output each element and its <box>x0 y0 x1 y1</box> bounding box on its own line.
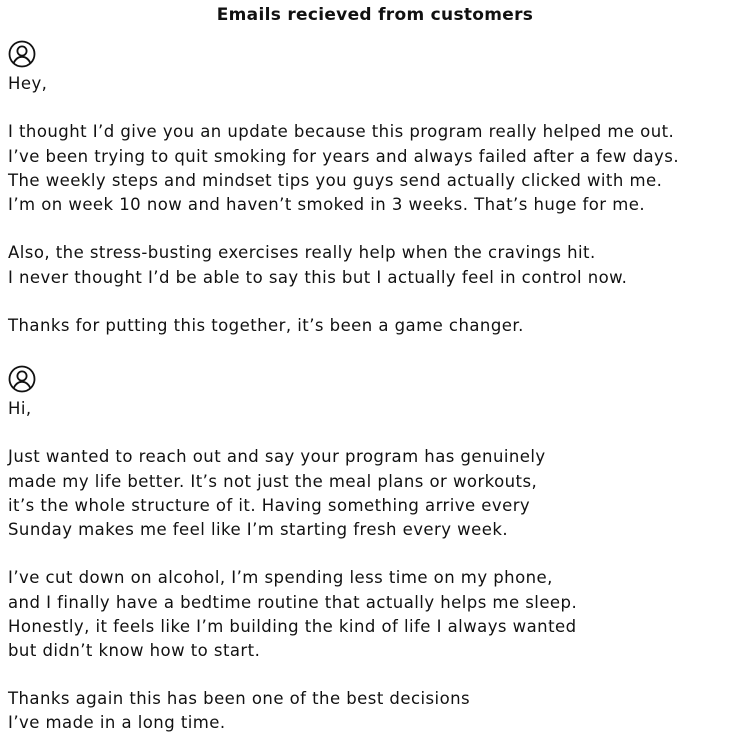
email-2-line-10: but didn’t know how to start. <box>8 640 261 660</box>
email-1-line-4: The weekly steps and mindset tips you guys send actually clicked with me. <box>8 170 663 190</box>
email-2-line-6 <box>8 542 746 566</box>
email-1-signoff: Thanks for putting this together, it’s been a game changer. <box>8 315 524 335</box>
email-body-1 <box>8 72 746 338</box>
email-1-line-7: Also, the stress-busting exercises really help when the cravings hit. <box>8 243 596 263</box>
email-2-line-2: Just wanted to reach out and say your program has genuinely <box>8 447 546 467</box>
email-2-line-11 <box>8 663 746 687</box>
email-1-line-3: I’ve been trying to quit smoking for years and always failed after a few days. <box>8 146 680 166</box>
user-circle-icon <box>8 40 36 68</box>
email-1-line-9 <box>8 290 746 314</box>
email-2-line-8: and I finally have a bedtime routine that actually helps me sleep. <box>8 592 578 612</box>
email-2-line-3: made my life better. It’s not just the meal plans or workouts, <box>8 471 538 491</box>
email-1-line-8: I never thought I’d be able to say this but I actually feel in control now. <box>8 267 628 287</box>
email-2-line-1 <box>8 421 746 445</box>
email-2-line-9: Honestly, it feels like I’m building the kind of life I always wanted <box>8 616 577 636</box>
email-message-1 <box>8 40 746 338</box>
email-1-line-1 <box>8 96 746 120</box>
page-title: Emails recieved from customers <box>216 5 534 25</box>
email-1-line-6 <box>8 217 746 241</box>
email-body-2 <box>8 397 746 736</box>
email-message-2 <box>8 365 746 736</box>
email-2-greeting: Hi, <box>8 399 32 418</box>
email-2-line-4: it’s the whole structure of it. Having something arrive every <box>8 495 531 515</box>
email-2-line-7: I’ve cut down on alcohol, I’m spending less time on my phone, <box>8 568 553 588</box>
user-circle-icon <box>8 365 36 393</box>
email-1-greeting: Hey, <box>8 74 48 93</box>
email-2-line-12: Thanks again this has been one of the best decisions <box>8 689 471 709</box>
email-2-line-13: I’ve made in a long time. <box>8 713 226 733</box>
email-1-line-2: I thought I’d give you an update because this program really helped me out. <box>8 122 675 142</box>
email-2-line-5: Sunday makes me feel like I’m starting fresh every week. <box>8 519 509 539</box>
email-1-line-5: I’m on week 10 now and haven’t smoked in 3 weeks. That’s huge for me. <box>8 194 646 214</box>
